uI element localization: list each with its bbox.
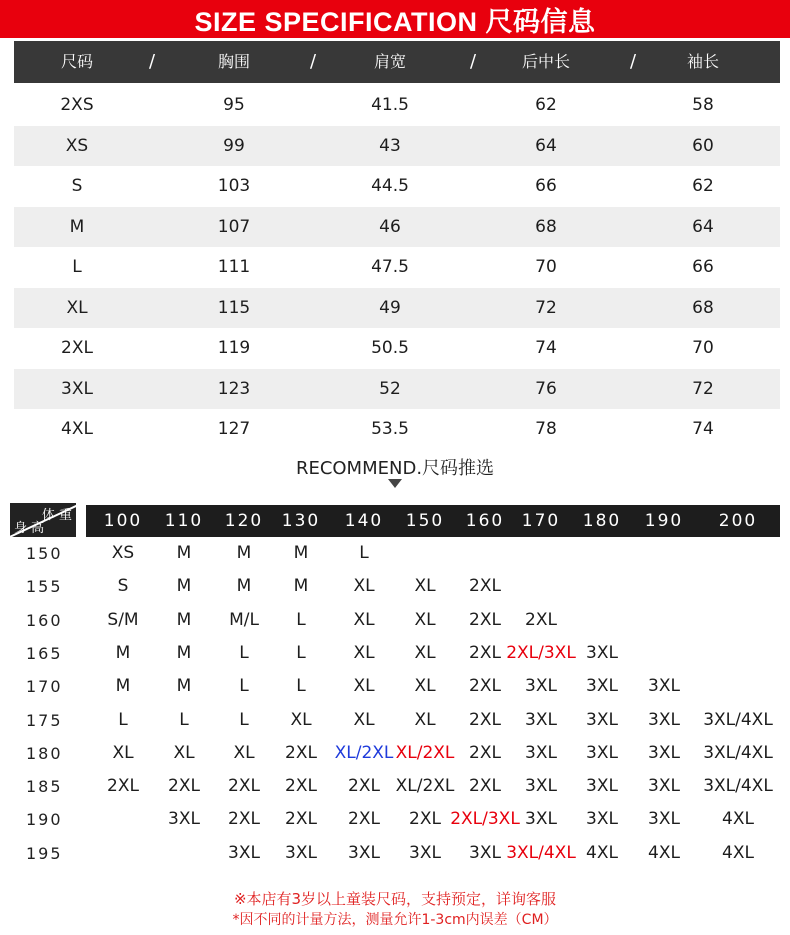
recommended-size: M [236, 576, 252, 597]
header-sleeve: 袖长 [686, 52, 719, 71]
recommended-size: 3XL [228, 842, 260, 863]
recommended-size: 2XL [409, 809, 441, 830]
recommended-size: XL [414, 609, 436, 630]
cell-back-length: 62 [535, 95, 557, 115]
table-row [14, 288, 780, 329]
cell-back-length: 66 [535, 176, 557, 196]
recommended-size: M [176, 609, 192, 630]
recommended-size: 3XL [409, 842, 441, 863]
table-row [14, 166, 780, 207]
recommended-size: 2XL [469, 742, 501, 763]
recommended-size: 2XL [348, 809, 380, 830]
height-label: 180 [26, 743, 63, 763]
recommended-size: S/M [107, 609, 139, 630]
table-row [0, 704, 790, 737]
height-label: 170 [26, 677, 63, 697]
header-separator: / [149, 51, 156, 72]
weight-label: 110 [164, 511, 204, 531]
recommended-size: L [179, 709, 189, 730]
recommended-size: M [293, 576, 309, 597]
header-separator: / [630, 51, 637, 72]
recommended-size: 4XL [586, 842, 618, 863]
cell-sleeve: 64 [692, 216, 714, 237]
cell-chest: 119 [217, 338, 251, 358]
recommended-size: L [239, 709, 249, 730]
title-banner [0, 0, 790, 38]
recommended-size: XL [353, 576, 375, 597]
recommended-size: 3XL/4XL [703, 709, 773, 730]
cell-size: L [72, 257, 82, 277]
recommended-size: 3XL [648, 709, 680, 730]
cell-back-length: 74 [535, 338, 557, 358]
recommended-size: 2XL [228, 809, 260, 830]
table-row [14, 409, 780, 450]
height-label: 155 [26, 577, 63, 597]
recommended-size: 2XL [285, 809, 317, 830]
recommended-size: 2XL [469, 642, 501, 663]
recommended-size: M [236, 543, 252, 563]
recommended-size: 3XL [168, 809, 200, 830]
cell-back-length: 78 [535, 419, 557, 439]
recommended-size: 2XL [469, 576, 501, 597]
recommended-size: L [296, 642, 306, 663]
spec-table-body [14, 85, 780, 450]
recommended-size: 3XL [586, 742, 618, 763]
recommended-size: XL [414, 576, 436, 597]
recommended-size: 3XL [586, 642, 618, 663]
cell-sleeve: 74 [692, 419, 714, 439]
recommended-size: 3XL [648, 742, 680, 763]
cell-chest: 99 [223, 135, 245, 156]
cell-shoulder: 46 [379, 216, 401, 237]
recommended-size: 3XL/4XL [703, 776, 773, 797]
weight-label: 200 [718, 511, 758, 531]
recommended-size: 2XL [285, 742, 317, 763]
table-row [0, 770, 790, 803]
recommend-title: RECOMMEND.尺码推选 [295, 458, 495, 479]
header-separator: / [310, 51, 317, 72]
table-row [14, 126, 780, 167]
recommended-size: 2XL/3XL [506, 642, 576, 663]
cell-back-length: 76 [535, 378, 557, 399]
recommended-size: 4XL [648, 842, 680, 863]
recommended-size: 3XL [586, 776, 618, 797]
table-row [14, 247, 780, 288]
footer-note-secondary: *因不同的计量方法，测量允许1-3cm内误差（CM） [232, 912, 558, 928]
footer-note-primary: ※本店有3岁以上童装尺码，支持预定，详询客服 [233, 890, 557, 908]
cell-shoulder: 53.5 [371, 419, 409, 439]
weight-label: 180 [582, 511, 622, 531]
spec-table-header [14, 41, 780, 83]
recommended-size: 2XL [525, 609, 557, 630]
height-label: 195 [26, 843, 63, 863]
cell-shoulder: 52 [379, 378, 401, 399]
recommended-size: L [359, 543, 369, 563]
height-label: 175 [26, 710, 63, 730]
cell-chest: 107 [217, 216, 251, 237]
cell-sleeve: 72 [692, 378, 714, 399]
header-size: 尺码 [60, 52, 93, 71]
recommended-size: XL [414, 676, 436, 697]
recommended-size: XL [414, 709, 436, 730]
cell-shoulder: 44.5 [371, 176, 409, 196]
recommended-size: 2XL [469, 776, 501, 797]
weight-label: 160 [465, 511, 505, 531]
height-label: 190 [26, 810, 63, 830]
table-row [14, 328, 780, 369]
recommended-size: 2XL [168, 776, 200, 797]
weight-label: 150 [405, 511, 445, 531]
recommended-size: XL [353, 709, 375, 730]
cell-back-length: 70 [535, 257, 557, 277]
recommended-size: M [176, 676, 192, 697]
cell-size: 4XL [61, 419, 93, 439]
recommended-size: 3XL [586, 709, 618, 730]
recommended-size: 3XL [285, 842, 317, 863]
recommended-size: 3XL [586, 676, 618, 697]
recommended-size: 2XL [348, 776, 380, 797]
table-row [0, 637, 790, 670]
recommended-size: M [115, 642, 131, 663]
recommended-size: 3XL [525, 742, 557, 763]
cell-sleeve: 68 [692, 297, 714, 318]
down-triangle-icon [388, 479, 402, 488]
weight-label: 170 [521, 511, 561, 531]
recommended-size: 3XL [525, 709, 557, 730]
cell-back-length: 64 [535, 135, 557, 156]
recommended-size: M [176, 576, 192, 597]
weight-label: 190 [644, 511, 684, 531]
corner-weight-label: 体 重 [41, 508, 72, 523]
recommended-size: 4XL [722, 842, 754, 863]
recommended-size: 2XL [469, 609, 501, 630]
weight-header-bar [86, 505, 780, 537]
cell-chest: 95 [223, 95, 245, 115]
table-row [14, 369, 780, 410]
recommended-size: XL [290, 709, 312, 730]
cell-shoulder: 47.5 [371, 257, 409, 277]
weight-label: 140 [344, 511, 384, 531]
banner-title: SIZE SPECIFICATION 尺码信息 [194, 6, 596, 37]
recommended-size: 2XL [469, 676, 501, 697]
recommended-size: XL [173, 742, 195, 763]
recommended-size: XL [414, 642, 436, 663]
table-row [14, 207, 780, 248]
recommended-size: 3XL [525, 776, 557, 797]
cell-back-length: 72 [535, 297, 557, 318]
recommended-size: XS [111, 543, 135, 563]
cell-shoulder: 43 [379, 135, 401, 156]
recommended-size: M/L [229, 609, 259, 630]
header-back-length: 后中长 [521, 52, 570, 71]
cell-size: XL [66, 297, 88, 318]
cell-sleeve: 70 [692, 338, 714, 358]
table-row [0, 837, 790, 870]
cell-chest: 123 [217, 378, 251, 399]
table-row [0, 670, 790, 703]
recommended-size: S [117, 576, 129, 597]
cell-size: 3XL [61, 378, 93, 399]
table-row [14, 85, 780, 126]
cell-size: S [71, 176, 83, 196]
recommended-size: XL [112, 742, 134, 763]
weight-label: 120 [224, 511, 264, 531]
cell-shoulder: 50.5 [371, 338, 409, 358]
cell-shoulder: 41.5 [371, 95, 409, 115]
table-row [0, 570, 790, 603]
table-row [0, 604, 790, 637]
height-label: 165 [26, 643, 63, 663]
recommended-size: 2XL [228, 776, 260, 797]
cell-sleeve: 66 [692, 257, 714, 277]
recommended-size: 3XL [525, 809, 557, 830]
recommended-size: XL [353, 676, 375, 697]
table-row [0, 737, 790, 770]
cell-chest: 111 [217, 257, 251, 277]
recommended-size: 3XL/4XL [506, 842, 576, 863]
header-chest: 胸围 [217, 52, 250, 71]
cell-size: M [69, 216, 85, 237]
recommended-size: 2XL [469, 709, 501, 730]
height-label: 185 [26, 777, 63, 797]
recommended-size: 3XL [586, 809, 618, 830]
recommended-size: 3XL [525, 676, 557, 697]
recommended-size: XL [233, 742, 255, 763]
recommended-size: L [118, 709, 128, 730]
recommended-size: M [176, 543, 192, 563]
recommended-size: L [296, 609, 306, 630]
recommended-size: L [239, 642, 249, 663]
corner-cell [10, 503, 76, 537]
recommended-size: M [293, 543, 309, 563]
cell-chest: 127 [217, 419, 251, 439]
recommended-size: 3XL [648, 776, 680, 797]
height-label: 160 [26, 610, 63, 630]
recommended-size: 3XL [469, 842, 501, 863]
recommended-size: 3XL [648, 809, 680, 830]
corner-height-label: 身 高 [14, 521, 45, 536]
recommended-size: L [296, 676, 306, 697]
height-label: 150 [26, 544, 63, 563]
recommended-size: XL [353, 609, 375, 630]
header-shoulder: 肩宽 [373, 52, 406, 71]
table-row [0, 803, 790, 836]
cell-shoulder: 49 [379, 297, 401, 318]
cell-size: 2XL [61, 338, 93, 358]
recommended-size: XL [353, 642, 375, 663]
weight-label: 130 [281, 511, 321, 531]
recommended-size: 3XL/4XL [703, 742, 773, 763]
cell-chest: 103 [217, 176, 251, 196]
recommended-size: M [115, 676, 131, 697]
recommended-size: L [239, 676, 249, 697]
cell-sleeve: 58 [692, 95, 714, 115]
cell-sleeve: 60 [692, 135, 714, 156]
recommended-size: XL/2XL [395, 742, 455, 763]
cell-chest: 115 [217, 297, 251, 318]
cell-size: XS [65, 135, 89, 156]
recommended-size: XL/2XL [395, 776, 455, 797]
recommended-size: 2XL [285, 776, 317, 797]
recommended-size: 3XL [648, 676, 680, 697]
cell-sleeve: 62 [692, 176, 714, 196]
recommended-size: M [176, 642, 192, 663]
recommended-size: XL/2XL [334, 742, 394, 763]
recommended-size: 4XL [722, 809, 754, 830]
cell-size: 2XS [60, 95, 94, 115]
table-row [0, 537, 790, 570]
weight-label: 100 [103, 511, 143, 531]
recommended-size: 2XL [107, 776, 139, 797]
recommended-size: 3XL [348, 842, 380, 863]
recommended-size: 2XL/3XL [450, 809, 520, 830]
cell-back-length: 68 [535, 216, 557, 237]
header-separator: / [470, 51, 477, 72]
